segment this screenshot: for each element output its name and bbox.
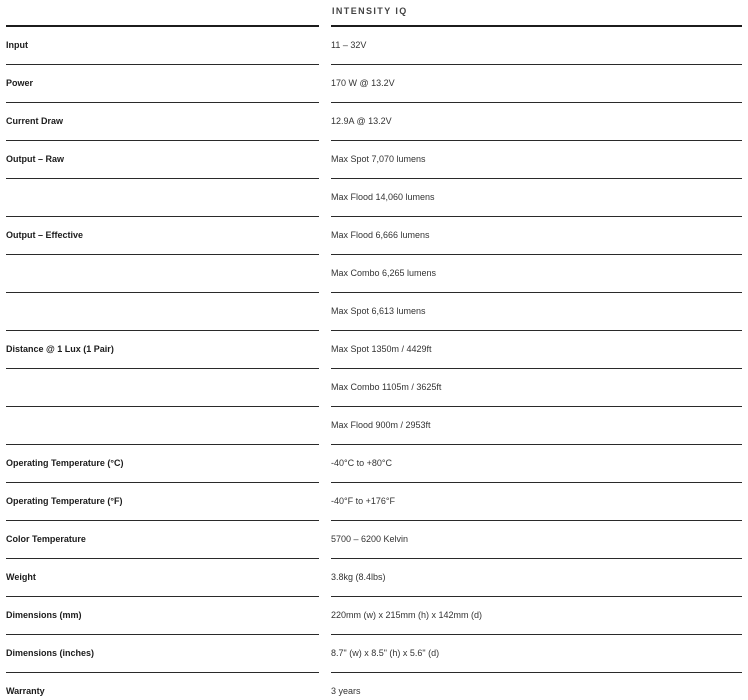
table-row [0, 673, 748, 700]
spec-label: Current Draw [6, 116, 64, 126]
spec-label-cell [6, 141, 319, 179]
table-row [0, 521, 748, 559]
spec-table [0, 27, 748, 700]
spec-label-cell [6, 559, 319, 597]
spec-value-cell [331, 179, 742, 217]
spec-value: Max Spot 1350m / 4429ft [331, 344, 432, 354]
spec-value: Max Flood 900m / 2953ft [331, 420, 431, 430]
table-row [0, 141, 748, 179]
table-row [0, 65, 748, 103]
spec-value-cell [331, 65, 742, 103]
table-row [0, 559, 748, 597]
spec-value: Max Spot 7,070 lumens [331, 154, 426, 164]
spec-value-cell [331, 559, 742, 597]
spec-value-cell [331, 635, 742, 673]
spec-value-cell [331, 255, 742, 293]
spec-value: Max Flood 6,666 lumens [331, 230, 430, 240]
spec-value-cell [331, 521, 742, 559]
spec-label: Operating Temperature (°C) [6, 458, 124, 468]
spec-label-cell [6, 65, 319, 103]
spec-value-cell [331, 407, 742, 445]
spec-value: Max Combo 6,265 lumens [331, 268, 437, 278]
spec-label-cell [6, 179, 319, 217]
table-row [0, 331, 748, 369]
spec-label: Color Temperature [6, 534, 86, 544]
spec-label: Dimensions (inches) [6, 648, 95, 658]
spec-value: 170 W @ 13.2V [331, 78, 395, 88]
table-row [0, 445, 748, 483]
spec-value: -40°F to +176°F [331, 496, 395, 506]
spec-label-cell [6, 483, 319, 521]
spec-value: Max Flood 14,060 lumens [331, 192, 435, 202]
spec-label: Dimensions (mm) [6, 610, 82, 620]
spec-value-cell [331, 293, 742, 331]
spec-label-cell [6, 635, 319, 673]
spec-value: 11 – 32V [331, 40, 367, 50]
spec-value-cell [331, 331, 742, 369]
spec-value: 8.7" (w) x 8.5" (h) x 5.6" (d) [331, 648, 440, 658]
spec-value-cell [331, 597, 742, 635]
spec-value: 5700 – 6200 Kelvin [331, 534, 409, 544]
spec-value-cell [331, 483, 742, 521]
spec-label: Operating Temperature (°F) [6, 496, 123, 506]
spec-table-header [0, 0, 748, 26]
table-row [0, 27, 748, 65]
spec-value: 3 years [331, 686, 361, 696]
table-row [0, 597, 748, 635]
spec-label: Input [6, 40, 28, 50]
column-header-product: INTENSITY IQ [332, 6, 408, 16]
table-row [0, 635, 748, 673]
spec-label-cell [6, 521, 319, 559]
spec-label-cell [6, 27, 319, 65]
spec-label-cell [6, 293, 319, 331]
spec-label: Warranty [6, 686, 45, 696]
spec-label: Weight [6, 572, 36, 582]
spec-value: 220mm (w) x 215mm (h) x 142mm (d) [331, 610, 483, 620]
spec-value-cell [331, 217, 742, 255]
spec-value-cell [331, 141, 742, 179]
spec-label-cell [6, 673, 319, 700]
spec-value: Max Spot 6,613 lumens [331, 306, 426, 316]
spec-value-cell [331, 27, 742, 65]
spec-label: Output – Raw [6, 154, 64, 164]
spec-label: Distance @ 1 Lux (1 Pair) [6, 344, 114, 354]
spec-label-cell [6, 217, 319, 255]
spec-value: Max Combo 1105m / 3625ft [331, 382, 442, 392]
spec-value-cell [331, 445, 742, 483]
table-row [0, 179, 748, 217]
spec-label-cell [6, 445, 319, 483]
spec-label-cell [6, 331, 319, 369]
spec-value-cell [331, 369, 742, 407]
table-row [0, 217, 748, 255]
spec-label-cell [6, 407, 319, 445]
spec-label: Power [6, 78, 34, 88]
table-row [0, 103, 748, 141]
spec-value-cell [331, 103, 742, 141]
spec-label-cell [6, 369, 319, 407]
spec-label-cell [6, 255, 319, 293]
spec-value: 3.8kg (8.4lbs) [331, 572, 386, 582]
spec-value: -40°C to +80°C [331, 458, 392, 468]
spec-label-cell [6, 103, 319, 141]
spec-value-cell [331, 673, 742, 700]
table-row [0, 293, 748, 331]
spec-label-cell [6, 597, 319, 635]
table-row [0, 483, 748, 521]
table-row [0, 369, 748, 407]
spec-value: 12.9A @ 13.2V [331, 116, 392, 126]
table-row [0, 255, 748, 293]
spec-label: Output – Effective [6, 230, 84, 240]
table-row [0, 407, 748, 445]
